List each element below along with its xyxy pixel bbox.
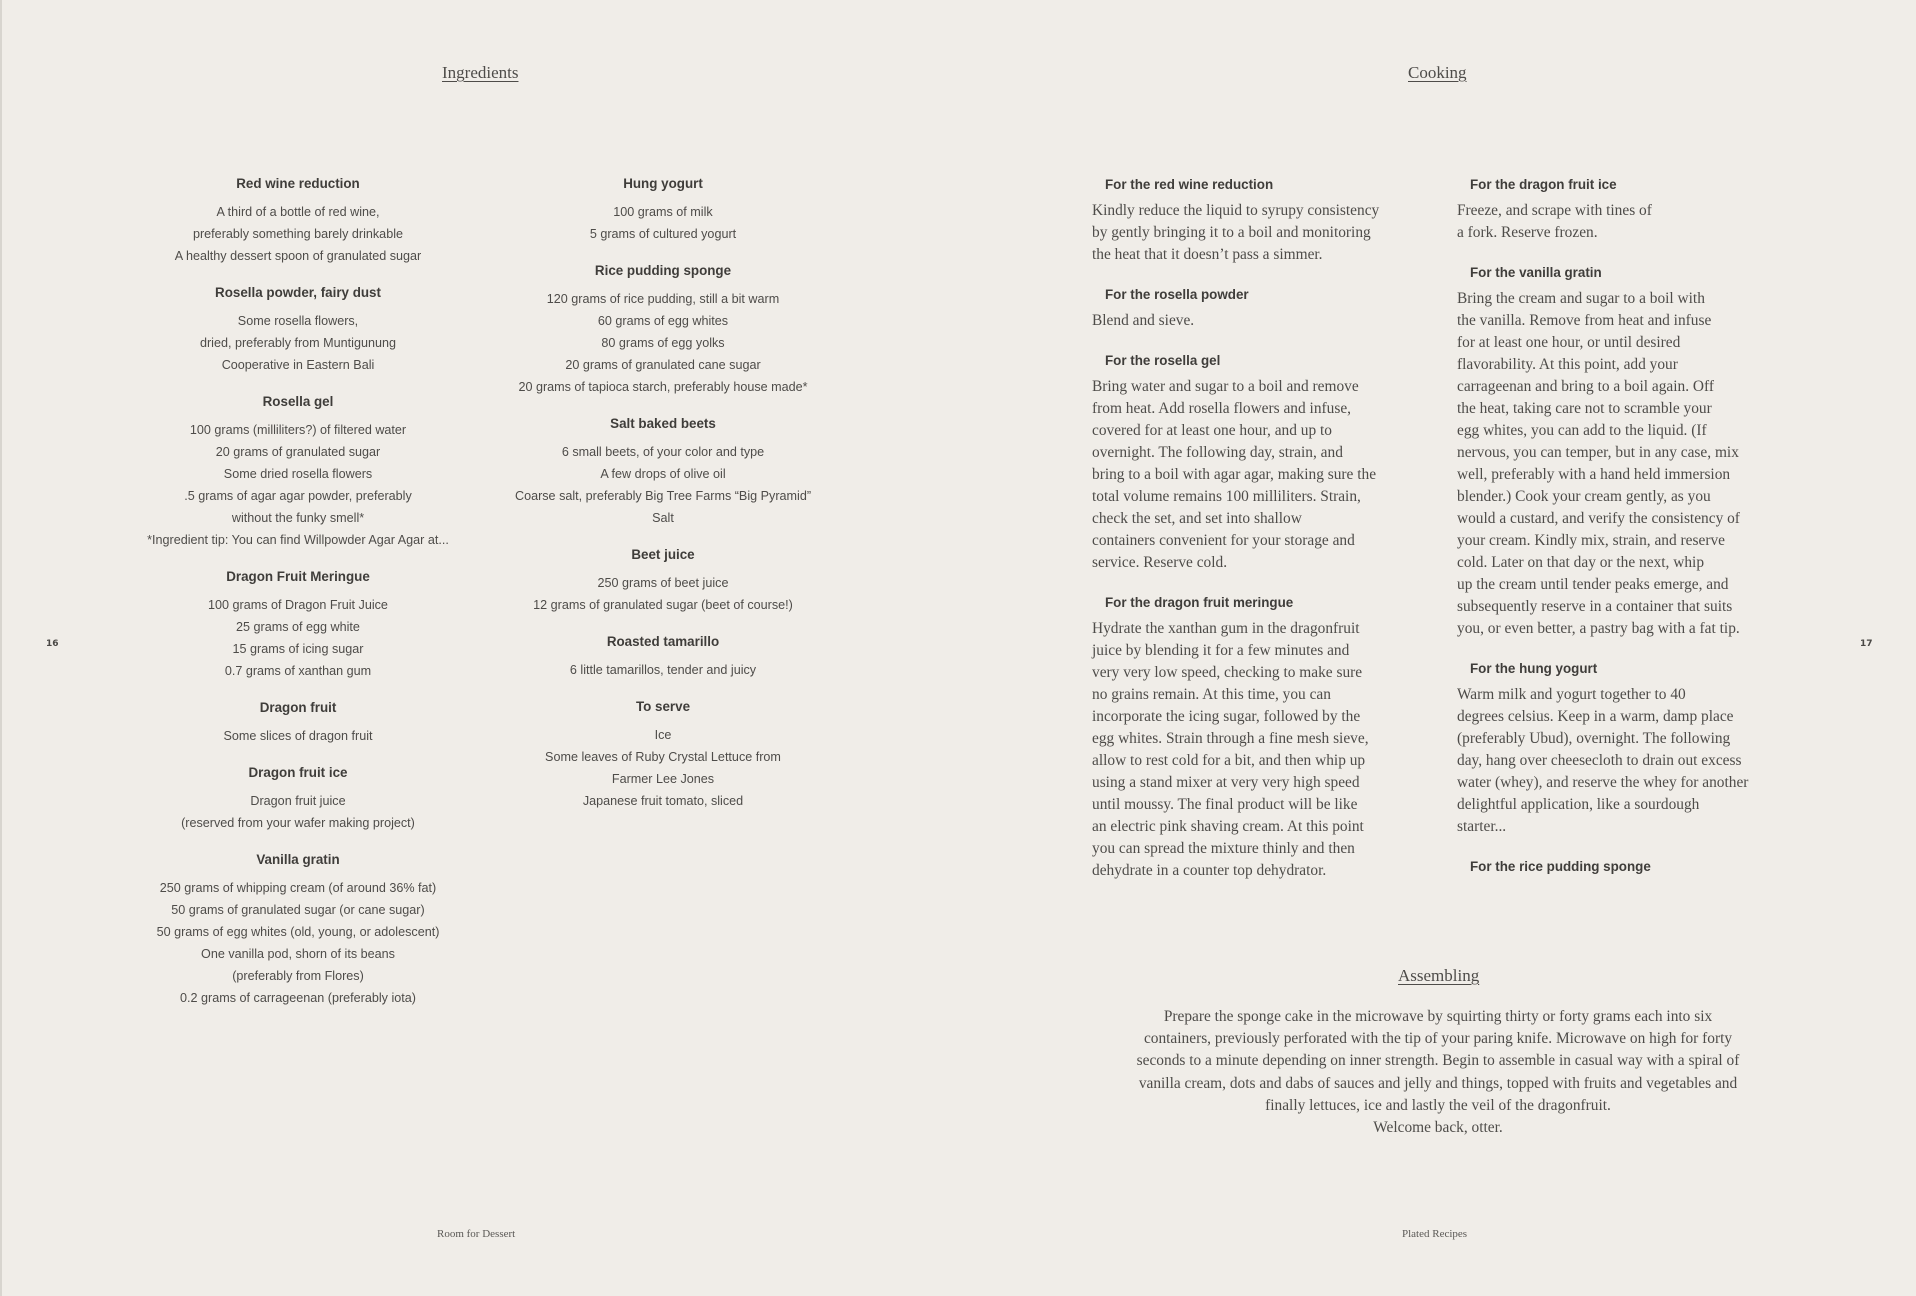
ingredient-line: Some rosella flowers, bbox=[237, 314, 359, 328]
ingredient-group-dragon-fruit bbox=[118, 699, 478, 747]
cooking-step-line: until moussy. The final product will be like bbox=[1092, 796, 1358, 813]
ingredient-group-title: Rosella gel bbox=[262, 394, 334, 409]
ingredient-line: A third of a bottle of red wine, bbox=[216, 205, 380, 219]
ingredient-line: .5 grams of agar agar powder, preferably bbox=[184, 489, 412, 503]
cooking-step-line: cold. Later on that day or the next, whip bbox=[1457, 554, 1705, 571]
ingredient-line: A healthy dessert spoon of granulated sugar bbox=[174, 249, 422, 263]
ingredients-column-1 bbox=[118, 175, 478, 1026]
ingredient-group-rosella-powder-fairy-dust bbox=[118, 284, 478, 376]
assembling-paragraph bbox=[1084, 1006, 1792, 1139]
cooking-column-2 bbox=[1457, 176, 1787, 896]
ingredient-group-beet-juice bbox=[483, 546, 843, 616]
cooking-step-line: would a custard, and verify the consistency of bbox=[1457, 510, 1740, 527]
ingredient-line: Some dried rosella flowers bbox=[223, 467, 373, 481]
cooking-step-line: for at least one hour, or until desired bbox=[1457, 334, 1681, 351]
cooking-step-line: a fork. Reserve frozen. bbox=[1457, 224, 1598, 241]
cooking-step-line: by gently bringing it to a boil and monitoring bbox=[1092, 224, 1371, 241]
ingredient-line: *Ingredient tip: You can find Willpowder Agar Agar at... bbox=[147, 533, 449, 547]
cooking-step-for-the-dragon-fruit-meringue bbox=[1092, 594, 1422, 882]
cooking-step-for-the-hung-yogurt bbox=[1457, 660, 1787, 838]
assembling-line: containers, previously perforated with the tip of your paring knife. Microwave on high for forty bbox=[1143, 1030, 1733, 1048]
cooking-step-title: For the rosella gel bbox=[1105, 353, 1221, 368]
ingredient-line: 120 grams of rice pudding, still a bit warm bbox=[546, 292, 780, 306]
cooking-step-line: containers convenient for your storage and bbox=[1092, 532, 1355, 549]
ingredient-line: 20 grams of tapioca starch, preferably house made* bbox=[518, 380, 808, 394]
cooking-step-line: the vanilla. Remove from heat and infuse bbox=[1457, 312, 1712, 329]
cooking-step-line: overnight. The following day, strain, and bbox=[1092, 444, 1343, 461]
cooking-step-line: blender.) Cook your cream gently, as you bbox=[1457, 488, 1711, 505]
cooking-step-line: flavorability. At this point, add your bbox=[1457, 356, 1678, 373]
ingredients-column-2 bbox=[483, 175, 843, 829]
ingredient-group-title: Dragon Fruit Meringue bbox=[226, 569, 370, 584]
ingredient-group-rosella-gel bbox=[118, 393, 478, 551]
cooking-step-line: egg whites. Strain through a fine mesh sieve, bbox=[1092, 730, 1369, 747]
cooking-step-for-the-dragon-fruit-ice bbox=[1457, 176, 1787, 244]
ingredient-line: 80 grams of egg yolks bbox=[601, 336, 725, 350]
cooking-step-for-the-rosella-gel bbox=[1092, 352, 1422, 574]
ingredient-group-title: Rosella powder, fairy dust bbox=[215, 285, 381, 300]
ingredient-line: preferably something barely drinkable bbox=[192, 227, 403, 241]
cooking-step-for-the-rosella-powder bbox=[1092, 286, 1422, 332]
ingredient-line: Ice bbox=[654, 728, 672, 742]
cooking-step-line: up the cream until tender peaks emerge, and bbox=[1457, 576, 1729, 593]
ingredient-line: Some slices of dragon fruit bbox=[223, 729, 373, 743]
cooking-step-line: you can spread the mixture thinly and then bbox=[1092, 840, 1355, 857]
ingredient-line: 20 grams of granulated cane sugar bbox=[565, 358, 761, 372]
cooking-step-line: Hydrate the xanthan gum in the dragonfruit bbox=[1092, 620, 1360, 637]
cooking-step-line: dehydrate in a counter top dehydrator. bbox=[1092, 862, 1327, 879]
cooking-step-line: Bring the cream and sugar to a boil with bbox=[1457, 290, 1705, 307]
cooking-step-line: carrageenan and bring to a boil again. Off bbox=[1457, 378, 1714, 395]
ingredient-group-title: Vanilla gratin bbox=[256, 852, 340, 867]
ingredient-line: Salt bbox=[652, 511, 674, 525]
cooking-step-line: Bring water and sugar to a boil and remove bbox=[1092, 378, 1359, 395]
cooking-step-line: day, hang over cheesecloth to drain out excess bbox=[1457, 752, 1742, 769]
cooking-step-line: Kindly reduce the liquid to syrupy consistency bbox=[1092, 202, 1380, 219]
cooking-step-line: nervous, you can temper, but in any case, mix bbox=[1457, 444, 1739, 461]
cooking-step-line: the heat, taking care not to scramble your bbox=[1457, 400, 1712, 417]
cooking-step-line: incorporate the icing sugar, followed by the bbox=[1092, 708, 1361, 725]
assembling-heading: Assembling bbox=[1398, 966, 1480, 985]
assembling-line: Welcome back, otter. bbox=[1373, 1119, 1503, 1137]
ingredient-line: Japanese fruit tomato, sliced bbox=[582, 794, 744, 808]
ingredient-line: One vanilla pod, shorn of its beans bbox=[201, 947, 395, 961]
ingredient-line: Farmer Lee Jones bbox=[611, 772, 715, 786]
cooking-step-line: degrees celsius. Keep in a warm, damp place bbox=[1457, 708, 1734, 725]
ingredient-group-title: Roasted tamarillo bbox=[606, 634, 720, 649]
cooking-step-line: (preferably Ubud), overnight. The following bbox=[1457, 730, 1731, 747]
ingredient-line: 6 small beets, of your color and type bbox=[561, 445, 765, 459]
assembling-line: vanilla cream, dots and dabs of sauces and jelly and things, topped with fruits and vegetables and bbox=[1138, 1074, 1738, 1092]
ingredient-group-dragon-fruit-ice bbox=[118, 764, 478, 834]
cooking-step-line: Warm milk and yogurt together to 40 bbox=[1457, 686, 1686, 703]
assembling-line: Prepare the sponge cake in the microwave by squirting thirty or forty grams each into six bbox=[1163, 1008, 1713, 1025]
cooking-step-line: allow to rest cold for a bit, and then whip up bbox=[1092, 752, 1366, 769]
cooking-step-title: For the dragon fruit ice bbox=[1470, 177, 1617, 192]
ingredient-line: 6 little tamarillos, tender and juicy bbox=[569, 663, 757, 677]
ingredient-group-hung-yogurt bbox=[483, 175, 843, 245]
cooking-step-for-the-vanilla-gratin bbox=[1457, 264, 1787, 640]
ingredient-line: 60 grams of egg whites bbox=[597, 314, 729, 328]
cooking-step-line: no grains remain. At this time, you can bbox=[1092, 686, 1331, 703]
ingredient-group-title: To serve bbox=[635, 699, 691, 714]
cooking-step-title: For the dragon fruit meringue bbox=[1105, 595, 1294, 610]
cooking-step-line: well, preferably with a hand held immersion bbox=[1457, 466, 1731, 483]
ingredient-line: Coarse salt, preferably Big Tree Farms “Big Pyramid” bbox=[514, 489, 812, 503]
cooking-step-title: For the rosella powder bbox=[1105, 287, 1249, 302]
ingredient-line: Cooperative in Eastern Bali bbox=[221, 358, 375, 372]
ingredient-line: 50 grams of granulated sugar (or cane sugar) bbox=[171, 903, 425, 917]
ingredient-group-title: Dragon fruit bbox=[259, 700, 337, 715]
ingredient-group-dragon-fruit-meringue bbox=[118, 568, 478, 682]
cooking-step-title: For the red wine reduction bbox=[1105, 177, 1274, 192]
cooking-step-line: the heat that it doesn’t pass a simmer. bbox=[1092, 246, 1323, 263]
cooking-heading: Cooking bbox=[1408, 63, 1467, 82]
footer-left: Room for Dessert bbox=[437, 1228, 516, 1240]
ingredient-group-salt-baked-beets bbox=[483, 415, 843, 529]
cooking-step-for-the-rice-pudding-sponge bbox=[1457, 858, 1787, 876]
cooking-step-title: For the vanilla gratin bbox=[1470, 265, 1602, 280]
ingredient-line: 100 grams of milk bbox=[613, 205, 713, 219]
cooking-step-line: Blend and sieve. bbox=[1092, 312, 1195, 329]
ingredient-group-title: Rice pudding sponge bbox=[594, 263, 732, 278]
ingredient-group-rice-pudding-sponge bbox=[483, 262, 843, 398]
ingredient-line: A few drops of olive oil bbox=[600, 467, 726, 481]
cooking-step-line: water (whey), and reserve the whey for another bbox=[1457, 774, 1749, 791]
cooking-step-line: check the set, and set into shallow bbox=[1092, 510, 1302, 527]
ingredient-group-vanilla-gratin bbox=[118, 851, 478, 1009]
cooking-step-line: service. Reserve cold. bbox=[1092, 554, 1228, 571]
ingredient-line: without the funky smell* bbox=[231, 511, 365, 525]
ingredient-line: Some leaves of Ruby Crystal Lettuce from bbox=[545, 750, 781, 764]
ingredient-line: 25 grams of egg white bbox=[236, 620, 360, 634]
cooking-step-line: egg whites, you can add to the liquid. (If bbox=[1457, 422, 1707, 439]
ingredient-line: (reserved from your wafer making project) bbox=[181, 816, 415, 830]
assembling-line: seconds to a minute depending on inner strength. Begin to assemble in casual way with a spiral of bbox=[1136, 1052, 1740, 1070]
ingredient-group-title: Red wine reduction bbox=[236, 176, 360, 191]
cooking-step-line: very very low speed, checking to make sure bbox=[1092, 664, 1363, 681]
ingredient-group-title: Dragon fruit ice bbox=[248, 765, 348, 780]
assembling-line: finally lettuces, ice and lastly the veil of the dragonfruit. bbox=[1265, 1096, 1611, 1114]
ingredient-line: 5 grams of cultured yogurt bbox=[589, 227, 737, 241]
ingredient-line: 0.2 grams of carrageenan (preferably iota) bbox=[180, 991, 416, 1005]
ingredient-group-title: Salt baked beets bbox=[610, 416, 716, 431]
ingredient-line: 250 grams of whipping cream (of around 36% fat) bbox=[159, 881, 437, 895]
page-number-left: 16 bbox=[46, 639, 59, 649]
cooking-step-line: from heat. Add rosella flowers and infuse, bbox=[1092, 400, 1352, 417]
cooking-step-line: you, or even better, a pastry bag with a fat tip. bbox=[1457, 620, 1740, 637]
ingredient-line: 0.7 grams of xanthan gum bbox=[224, 664, 372, 678]
cooking-step-line: using a stand mixer at very very high speed bbox=[1092, 774, 1360, 791]
cooking-step-title: For the hung yogurt bbox=[1470, 661, 1598, 676]
page-number-right: 17 bbox=[1860, 639, 1873, 649]
ingredient-line: dried, preferably from Muntigunung bbox=[199, 336, 396, 350]
cooking-step-line: starter... bbox=[1457, 818, 1507, 835]
ingredient-group-to-serve bbox=[483, 698, 843, 812]
ingredient-line: Dragon fruit juice bbox=[250, 794, 346, 808]
cooking-step-line: juice by blending it for a few minutes and bbox=[1092, 642, 1350, 659]
ingredient-line: 100 grams (milliliters?) of filtered water bbox=[189, 423, 407, 437]
ingredient-line: (preferably from Flores) bbox=[232, 969, 364, 983]
cooking-column-1 bbox=[1092, 176, 1422, 902]
ingredient-group-title: Beet juice bbox=[631, 547, 695, 562]
cooking-step-for-the-red-wine-reduction bbox=[1092, 176, 1422, 266]
ingredient-group-roasted-tamarillo bbox=[483, 633, 843, 681]
ingredient-line: 15 grams of icing sugar bbox=[232, 642, 364, 656]
ingredient-line: 12 grams of granulated sugar (beet of course!) bbox=[533, 598, 793, 612]
footer-right: Plated Recipes bbox=[1402, 1228, 1468, 1240]
cooking-step-line: delightful application, like a sourdough bbox=[1457, 796, 1700, 813]
cooking-step-line: covered for at least one hour, and up to bbox=[1092, 422, 1332, 439]
cooking-step-line: Freeze, and scrape with tines of bbox=[1457, 202, 1652, 219]
cooking-step-line: an electric pink shaving cream. At this point bbox=[1092, 818, 1364, 835]
cooking-step-line: total volume remains 100 milliliters. Strain, bbox=[1092, 488, 1361, 505]
ingredients-heading: Ingredients bbox=[442, 63, 519, 82]
cooking-step-line: subsequently reserve in a container that suits bbox=[1457, 598, 1733, 615]
cooking-step-line: your cream. Kindly mix, strain, and reserve bbox=[1457, 532, 1725, 549]
cooking-step-line: bring to a boil with agar agar, making sure the bbox=[1092, 466, 1377, 483]
ingredient-line: 100 grams of Dragon Fruit Juice bbox=[208, 598, 388, 612]
ingredient-group-title: Hung yogurt bbox=[623, 176, 703, 191]
ingredient-line: 250 grams of beet juice bbox=[597, 576, 729, 590]
ingredient-group-red-wine-reduction bbox=[118, 175, 478, 267]
ingredient-line: 50 grams of egg whites (old, young, or adolescent) bbox=[156, 925, 440, 939]
ingredient-line: 20 grams of granulated sugar bbox=[215, 445, 381, 459]
cooking-step-title: For the rice pudding sponge bbox=[1470, 859, 1651, 874]
